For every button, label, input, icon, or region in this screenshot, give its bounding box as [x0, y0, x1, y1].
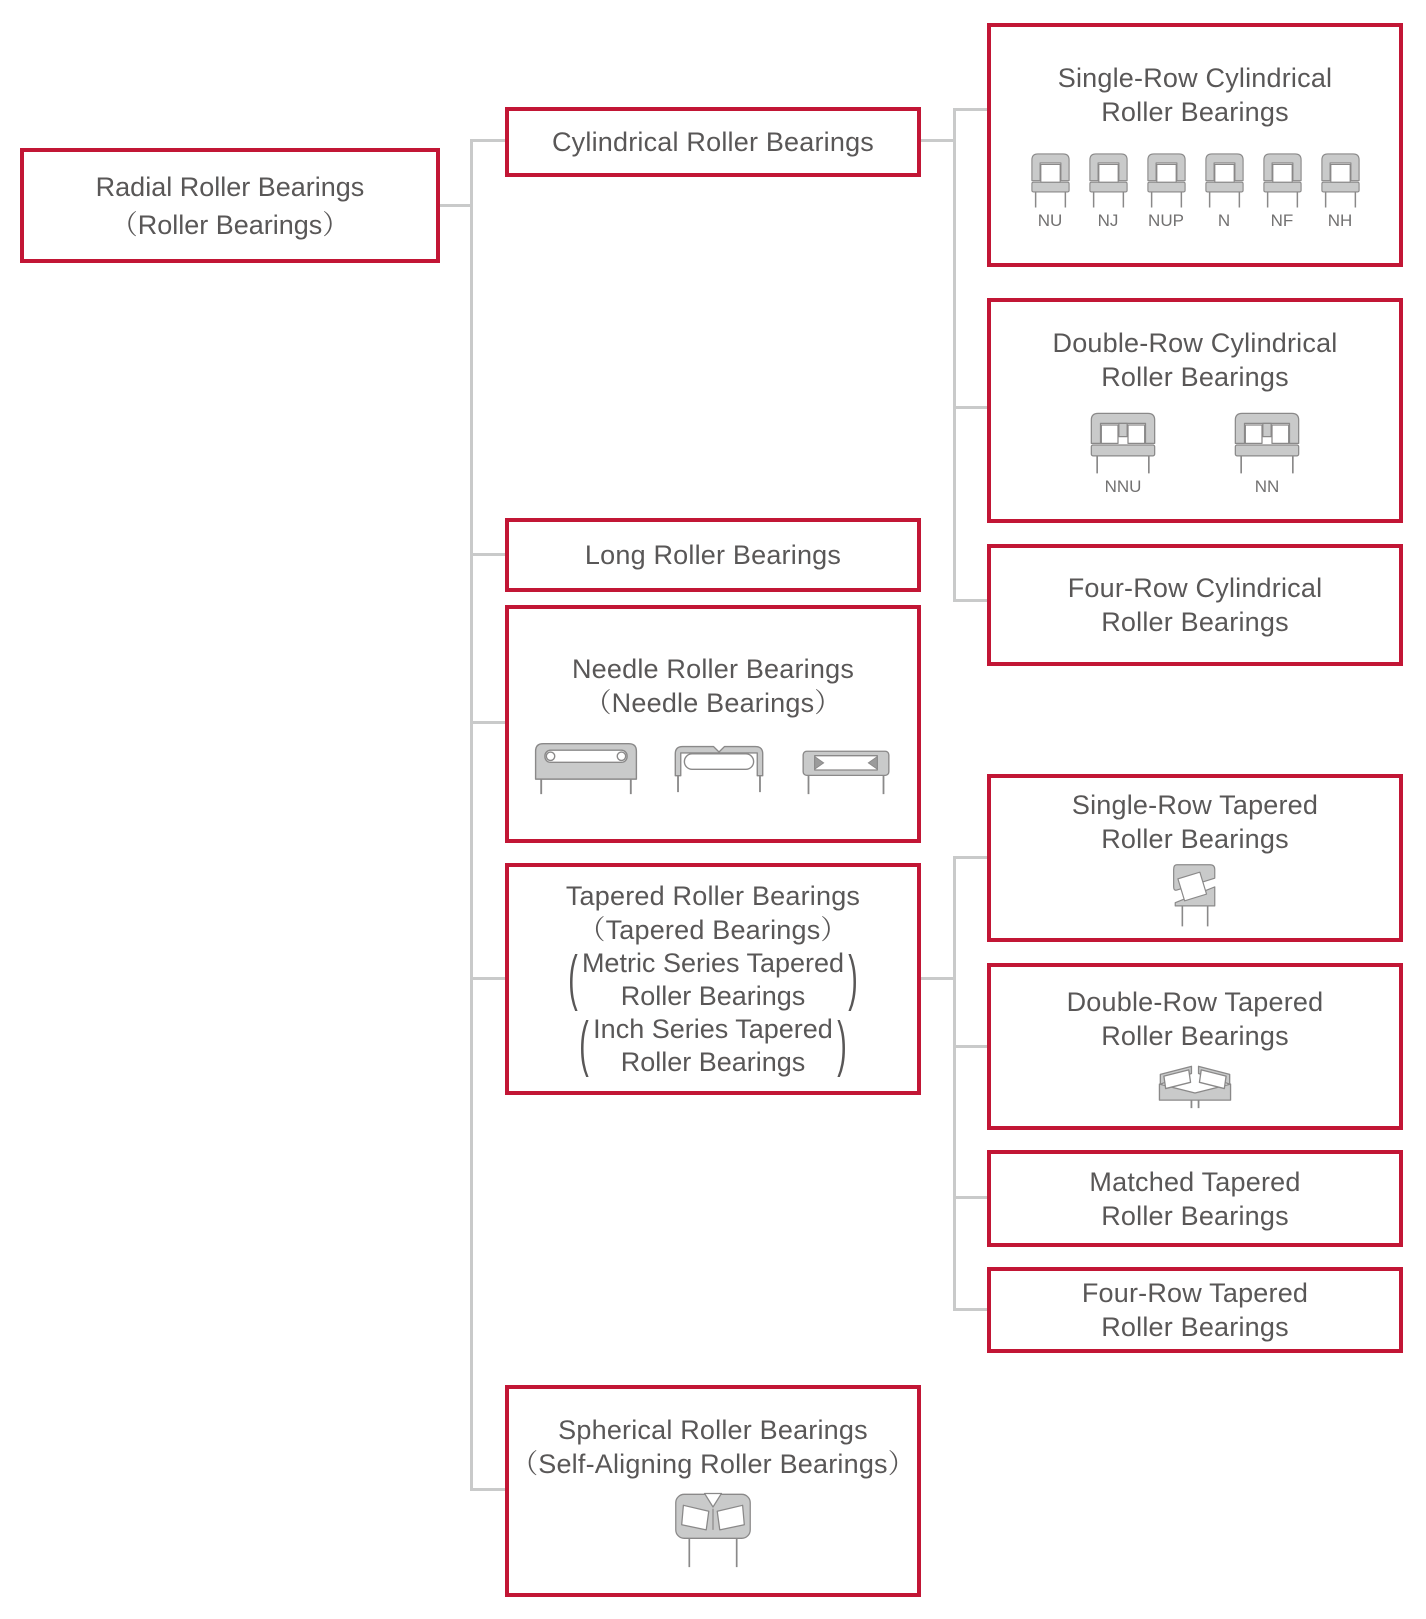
node-sublabel: Roller Bearings — [1101, 1312, 1289, 1342]
node-double-row-cylindrical — [987, 298, 1403, 523]
node-sublabel: （Tapered Bearings） — [578, 915, 848, 945]
bearing-type-item — [1260, 151, 1305, 229]
bearing-nnu-icon — [1087, 410, 1159, 475]
connector-from-tapered — [918, 977, 956, 980]
node-sublabel: （Self-Aligning Roller Bearings） — [511, 1449, 915, 1479]
node-matched-tapered — [987, 1150, 1403, 1247]
connector-to-double-row-tapered — [953, 1045, 987, 1048]
connector-to-needle — [470, 721, 505, 724]
bearing-type-label: NH — [1327, 211, 1353, 230]
node-label: Double-Row Cylindrical — [1052, 328, 1338, 358]
node-label: Long Roller Bearings — [584, 540, 842, 570]
node-four-row-tapered — [987, 1267, 1403, 1353]
node-label: Tapered Roller Bearings — [565, 881, 861, 911]
sealed-needle-bearing-icon — [796, 744, 896, 796]
node-four-row-cylindrical — [987, 544, 1403, 666]
node-cylindrical-roller-bearings — [505, 107, 921, 177]
node-spherical-roller-bearings — [505, 1385, 921, 1597]
node-sublabel: Roller Bearings — [1101, 824, 1289, 854]
connector-to-four-row-tapered — [953, 1308, 987, 1311]
node-sublabel: Roller Bearings — [1101, 607, 1289, 637]
bearing-nu-icon — [1028, 151, 1073, 209]
node-single-row-tapered — [987, 774, 1403, 942]
node-sublabel: Roller Bearings — [1101, 1020, 1289, 1051]
node-label: Matched Tapered — [1089, 1166, 1301, 1197]
bearing-n-icon — [1202, 151, 1247, 209]
bearing-type-item — [1087, 410, 1159, 495]
connector-trunk-left — [470, 139, 473, 1491]
bearing-nf-icon — [1260, 151, 1305, 209]
caged-needle-bearing-icon — [530, 738, 642, 796]
bearing-nh-icon — [1318, 151, 1363, 209]
connector-trunk-cylindrical — [953, 108, 956, 602]
bearing-type-item — [1231, 410, 1303, 495]
bearing-nn-icon — [1231, 410, 1303, 475]
metric-series-group — [568, 947, 858, 1013]
node-label: Spherical Roller Bearings — [558, 1415, 868, 1445]
connector-to-single-row-tapered — [953, 856, 987, 859]
connector-to-matched-tapered — [953, 1196, 987, 1199]
node-label: Single-Row Cylindrical — [1057, 63, 1333, 93]
close-paren: ) — [837, 1011, 847, 1079]
node-sublabel: Roller Bearings — [1101, 97, 1289, 127]
bearing-type-item — [1144, 151, 1189, 229]
bearing-type-item — [1086, 151, 1131, 229]
node-sublabel: Roller Bearings — [1101, 1200, 1289, 1231]
connector-to-cylindrical — [470, 139, 505, 142]
connector-to-four-row-cylindrical — [953, 599, 987, 602]
bearing-type-item — [1318, 151, 1363, 229]
bearing-nj-icon — [1086, 151, 1131, 209]
node-single-row-cylindrical — [987, 23, 1403, 267]
connector-to-single-row-cylindrical — [953, 108, 987, 111]
node-sublabel: （Needle Bearings） — [584, 688, 842, 718]
cylindrical-type-icon-row — [1028, 151, 1363, 229]
node-label: Four-Row Tapered — [1081, 1278, 1309, 1308]
tapered-bearing-icon-row — [1164, 860, 1226, 928]
inch-series-group — [579, 1013, 847, 1079]
spherical-bearing-icon-row — [669, 1489, 757, 1569]
node-label: Single-Row Tapered — [1071, 790, 1319, 820]
connector-to-long — [470, 553, 505, 556]
drawn-cup-needle-bearing-icon — [668, 739, 770, 796]
tapered-bearing-icon-row — [1145, 1061, 1245, 1109]
double-row-tapered-bearing-icon — [1145, 1061, 1245, 1109]
group-line: Roller Bearings — [620, 981, 806, 1011]
connector-from-cylindrical — [918, 139, 956, 142]
node-label: Radial Roller Bearings — [95, 171, 365, 202]
connector-from-radial — [437, 204, 473, 207]
node-sublabel: Roller Bearings — [1101, 362, 1289, 392]
bearing-type-label: NN — [1254, 477, 1280, 496]
connector-to-double-row-cylindrical — [953, 406, 987, 409]
bearing-nup-icon — [1144, 151, 1189, 209]
node-sublabel: （Roller Bearings） — [110, 209, 350, 240]
node-needle-roller-bearings — [505, 605, 921, 843]
bearing-type-label: NF — [1270, 211, 1294, 230]
bearing-type-item — [1202, 151, 1247, 229]
node-label: Cylindrical Roller Bearings — [551, 127, 875, 157]
node-label: Needle Roller Bearings — [571, 654, 855, 684]
node-label: Four-Row Cylindrical — [1067, 573, 1323, 603]
connector-to-spherical — [470, 1488, 505, 1491]
open-paren: ( — [579, 1011, 589, 1079]
node-double-row-tapered — [987, 963, 1403, 1130]
node-tapered-roller-bearings — [505, 863, 921, 1095]
open-paren: ( — [568, 945, 578, 1013]
needle-bearing-icon-row — [530, 738, 896, 796]
group-line: Inch Series Tapered — [593, 1014, 833, 1044]
bearing-type-label: N — [1217, 211, 1231, 230]
node-label: Double-Row Tapered — [1066, 986, 1324, 1017]
close-paren: ) — [848, 945, 858, 1013]
bearing-type-label: NNU — [1104, 477, 1142, 496]
single-row-tapered-bearing-icon — [1164, 860, 1226, 928]
cylindrical-type-icon-row — [1087, 410, 1303, 495]
connector-trunk-tapered — [953, 856, 956, 1311]
group-line: Roller Bearings — [620, 1047, 806, 1077]
node-radial-roller-bearings — [20, 148, 440, 263]
bearing-type-label: NJ — [1097, 211, 1119, 230]
spherical-roller-bearing-icon — [669, 1489, 757, 1569]
group-line: Metric Series Tapered — [581, 948, 845, 978]
bearing-type-item — [1028, 151, 1073, 229]
bearing-type-label: NU — [1037, 211, 1063, 230]
connector-to-tapered — [470, 977, 505, 980]
node-long-roller-bearings — [505, 518, 921, 592]
bearing-type-label: NUP — [1148, 211, 1184, 230]
